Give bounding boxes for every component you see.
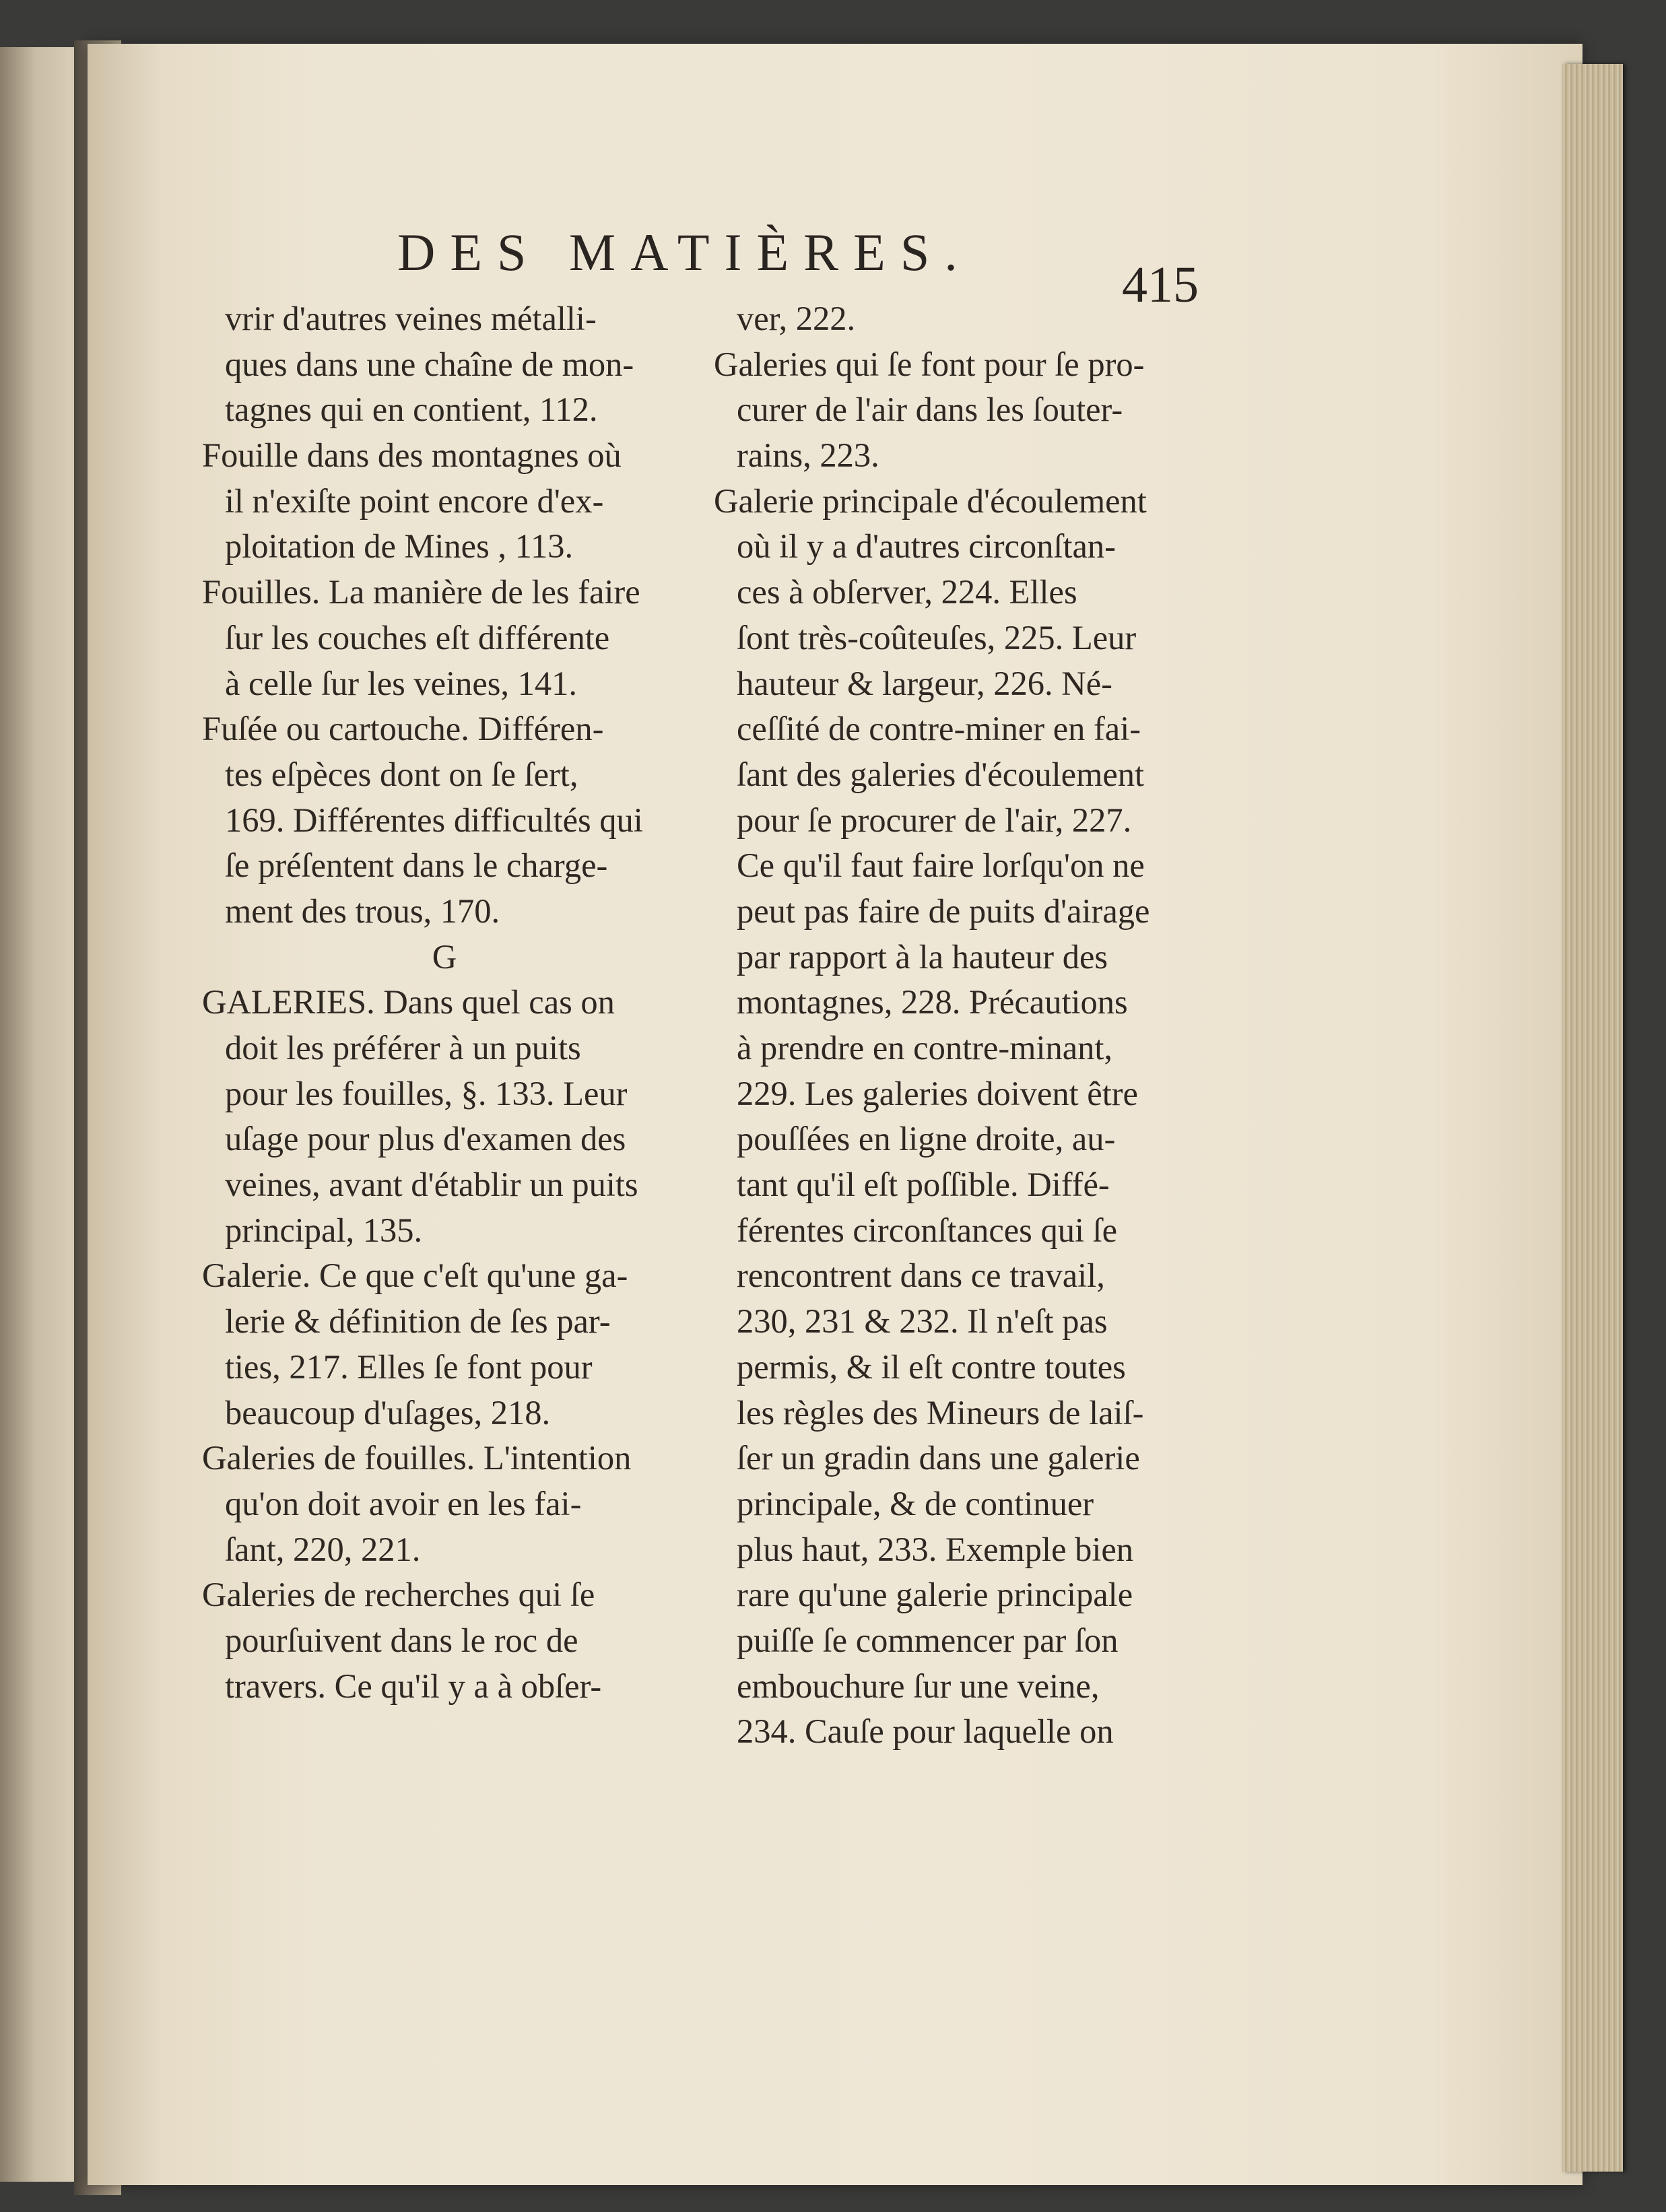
index-entry-line: Galeries de recherches qui ſe — [202, 1576, 595, 1614]
index-line-continuation: curer de l'air dans les ſouter- — [737, 391, 1123, 429]
index-line-continuation: ties, 217. Elles ſe font pour — [225, 1347, 593, 1386]
index-entry-line: Fouille dans des montagnes où — [202, 436, 622, 475]
index-line-continuation: uſage pour plus d'examen des — [225, 1120, 626, 1158]
index-line-continuation: 169. Différentes difficultés qui — [225, 801, 643, 839]
index-line-continuation: pour ſe procurer de l'air, 227. — [737, 801, 1132, 839]
index-line-continuation: montagnes, 228. Précautions — [737, 983, 1128, 1021]
index-line-continuation: par rapport à la hauteur des — [737, 937, 1108, 976]
index-line-continuation: ſer un gradin dans une galerie — [737, 1439, 1140, 1477]
index-line-continuation: férentes circonſtances qui ſe — [737, 1211, 1118, 1249]
index-entry-line: Fouilles. La manière de les faire — [202, 573, 640, 611]
index-line-continuation: doit les préférer à un puits — [225, 1029, 581, 1067]
index-line-continuation: tagnes qui en contient, 112. — [225, 391, 598, 429]
index-line-continuation: ſe préſentent dans le charge- — [225, 846, 608, 885]
index-line-continuation: pourſuivent dans le roc de — [225, 1621, 578, 1659]
index-line-continuation: beaucoup d'uſages, 218. — [225, 1393, 551, 1432]
index-line-continuation: à prendre en contre-minant, — [737, 1029, 1113, 1067]
index-entry-line: Galeries de fouilles. L'intention — [202, 1439, 632, 1477]
index-line-continuation: principale, & de continuer — [737, 1484, 1094, 1522]
index-line-continuation: qu'on doit avoir en les fai- — [225, 1484, 582, 1522]
index-line-continuation: veines, avant d'établir un puits — [225, 1166, 638, 1204]
index-line-continuation: ment des trous, 170. — [225, 892, 500, 930]
index-entry-line: Galeries qui ſe font pour ſe pro- — [714, 345, 1145, 383]
index-line-continuation: permis, & il eſt contre toutes — [737, 1347, 1126, 1386]
index-line-continuation: tes eſpèces dont on ſe ſert, — [225, 755, 578, 793]
index-line-continuation: ques dans une chaîne de mon- — [225, 345, 634, 383]
index-line-continuation: il n'exiſte point encore d'ex- — [225, 481, 604, 520]
index-entry-line: Galerie principale d'écoulement — [714, 481, 1147, 520]
index-line-continuation: 234. Cauſe pour laquelle on — [737, 1712, 1114, 1751]
index-line-continuation: rare qu'une galerie principale — [737, 1576, 1133, 1614]
index-line-continuation: tant qu'il eſt poſſible. Diffé- — [737, 1166, 1110, 1204]
index-line-continuation: hauteur & largeur, 226. Né- — [737, 664, 1112, 702]
index-line-continuation: plus haut, 233. Exemple bien — [737, 1530, 1134, 1568]
index-line-continuation: pouſſées en ligne droite, au- — [737, 1120, 1116, 1158]
index-line-continuation: embouchure ſur une veine, — [737, 1667, 1100, 1705]
index-entry-line: Fuſée ou cartouche. Différen- — [202, 710, 604, 748]
index-line-continuation: ceſſité de contre-miner en fai- — [737, 710, 1141, 748]
index-entry-line: Galerie. Ce que c'eſt qu'une ga- — [202, 1256, 628, 1295]
index-line-continuation: rains, 223. — [737, 436, 879, 475]
index-line-continuation: 230, 231 & 232. Il n'eſt pas — [737, 1302, 1108, 1341]
index-line-continuation: ſant, 220, 221. — [225, 1530, 421, 1568]
index-entry-heading: GALERIES. Dans quel cas on — [202, 983, 615, 1021]
index-line-continuation: ſur les couches eſt différente — [225, 618, 610, 657]
index-line-continuation: Ce qu'il faut faire lorſqu'on ne — [737, 846, 1145, 885]
index-line-continuation: puiſſe ſe commencer par ſon — [737, 1621, 1119, 1659]
index-column-right — [714, 296, 1185, 1755]
index-line-continuation: ver, 222. — [737, 300, 856, 337]
index-line-continuation: principal, 135. — [225, 1211, 423, 1249]
index-line-continuation: lerie & définition de ſes par- — [225, 1302, 611, 1341]
index-line-continuation: à celle ſur les veines, 141. — [225, 664, 578, 702]
index-line-continuation: ſont très-coûteuſes, 225. Leur — [737, 618, 1137, 657]
section-letter: G — [432, 937, 457, 976]
index-line-continuation: pour les fouilles, §. 133. Leur — [225, 1074, 628, 1112]
index-line-continuation: rencontrent dans ce travail, — [737, 1256, 1105, 1295]
index-line-continuation: vrir d'autres veines métalli- — [225, 300, 597, 337]
page-stack-edges — [1562, 64, 1623, 2172]
index-line-continuation: ploitation de Mines , 113. — [225, 527, 574, 566]
index-line-continuation: ces à obſerver, 224. Elles — [737, 573, 1077, 611]
index-line-continuation: 229. Les galeries doivent être — [737, 1074, 1138, 1112]
page-number: 415 — [1122, 257, 1199, 313]
index-line-continuation: les règles des Mineurs de laiſ- — [737, 1393, 1144, 1432]
index-line-continuation: travers. Ce qu'il y a à obſer- — [225, 1667, 602, 1705]
index-line-continuation: peut pas faire de puits d'airage — [737, 892, 1150, 930]
running-head: DES MATIÈRES. — [397, 223, 972, 281]
index-column-left — [202, 296, 687, 1709]
index-line-continuation: où il y a d'autres circonſtan- — [737, 527, 1116, 566]
index-line-continuation: ſant des galeries d'écoulement — [737, 755, 1145, 793]
